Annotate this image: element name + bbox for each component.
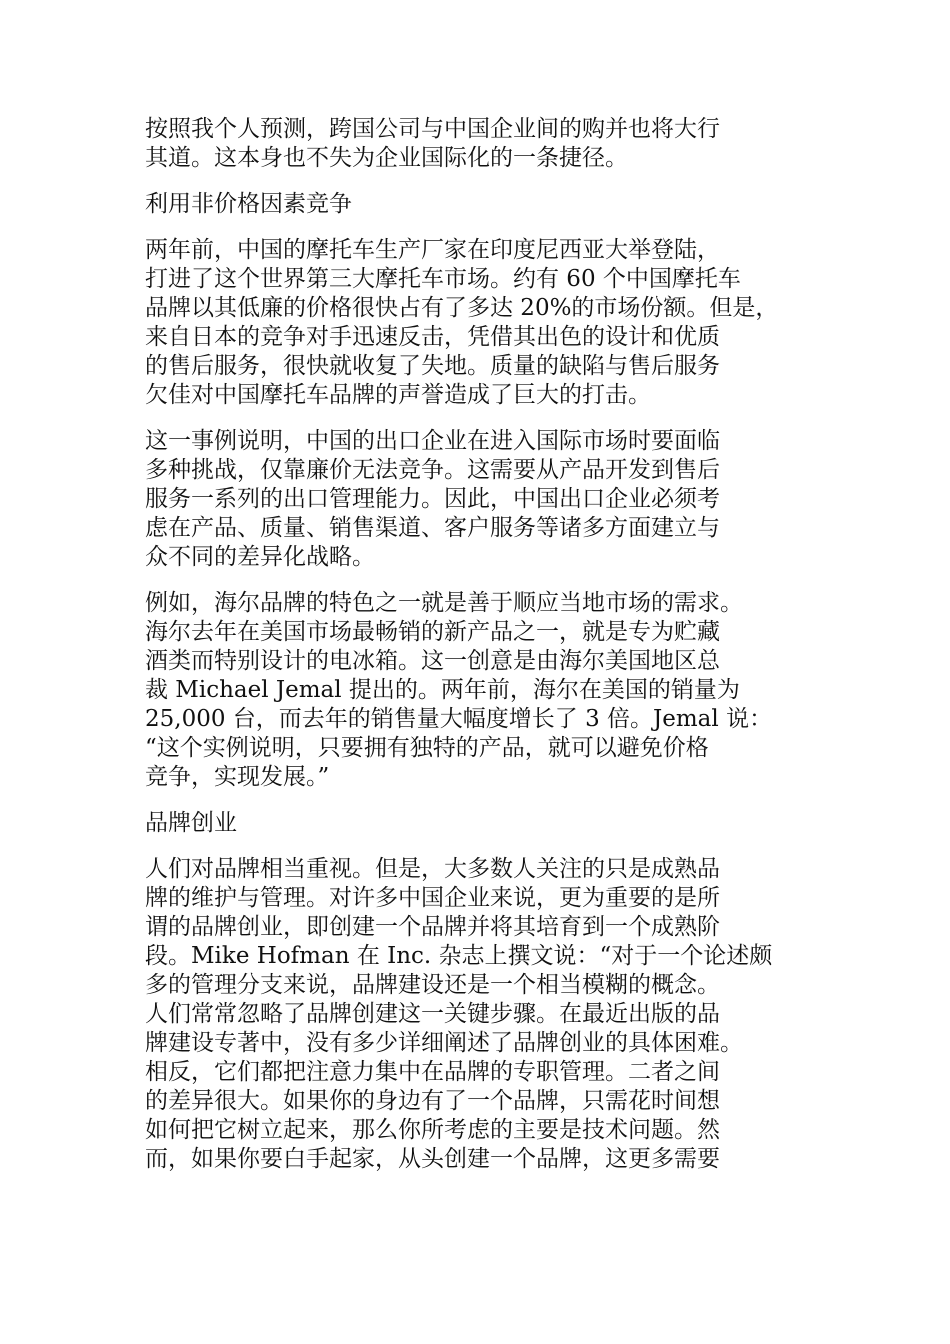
paragraph-export-challenges <box>145 427 815 572</box>
section-heading-brand-startup: 品牌创业 <box>145 810 237 836</box>
text-line: 虑在产品、质量、销售渠道、客户服务等诸多方面建立与 <box>145 515 720 541</box>
text-line: 两年前，中国的摩托车生产厂家在印度尼西亚大举登陆， <box>145 237 720 263</box>
text-line: 打进了这个世界第三大摩托车市场。约有 60 个中国摩托车 <box>145 266 741 292</box>
paragraph-motorcycle-example <box>145 236 815 410</box>
text-line: 段。Mike Hofman 在 Inc. 杂志上撰文说：“对于一个论述颇 <box>145 943 773 969</box>
text-line: 来自日本的竞争对手迅速反击，凭借其出色的设计和优质 <box>145 324 720 350</box>
text-line: 服务一系列的出口管理能力。因此，中国出口企业必须考 <box>145 486 720 512</box>
paragraph-mergers <box>145 115 815 173</box>
text-line: 如何把它树立起来，那么你所考虑的主要是技术问题。然 <box>145 1117 720 1143</box>
text-line: 相反，它们都把注意力集中在品牌的专职管理。二者之间 <box>145 1059 720 1085</box>
text-line: 25,000 台，而去年的销售量大幅度增长了 3 倍。Jemal 说： <box>145 706 773 732</box>
text-line: 竞争，实现发展。” <box>145 764 330 790</box>
paragraph-haier-example <box>145 589 815 792</box>
text-line: 按照我个人预测，跨国公司与中国企业间的购并也将大行 <box>145 116 720 142</box>
text-line: 这一事例说明，中国的出口企业在进入国际市场时要面临 <box>145 428 720 454</box>
text-line: 人们对品牌相当重视。但是，大多数人关注的只是成熟品 <box>145 856 720 882</box>
text-line: 而，如果你要白手起家，从头创建一个品牌，这更多需要 <box>145 1146 720 1172</box>
text-line: “这个实例说明，只要拥有独特的产品，就可以避免价格 <box>145 735 709 761</box>
text-line: 多的管理分支来说，品牌建设还是一个相当模糊的概念。 <box>145 972 720 998</box>
document-page <box>145 115 815 1191</box>
text-line: 多种挑战，仅靠廉价无法竞争。这需要从产品开发到售后 <box>145 457 720 483</box>
text-line: 牌建设专著中，没有多少详细阐述了品牌创业的具体困难。 <box>145 1030 743 1056</box>
text-line: 裁 Michael Jemal 提出的。两年前，海尔在美国的销量为 <box>145 677 740 703</box>
text-line: 牌的维护与管理。对许多中国企业来说，更为重要的是所 <box>145 885 720 911</box>
text-line: 的售后服务，很快就收复了失地。质量的缺陷与售后服务 <box>145 353 720 379</box>
text-line: 众不同的差异化战略。 <box>145 544 375 570</box>
text-line: 海尔去年在美国市场最畅销的新产品之一，就是专为贮藏 <box>145 619 720 645</box>
text-line: 欠佳对中国摩托车品牌的声誉造成了巨大的打击。 <box>145 382 651 408</box>
text-line: 谓的品牌创业，即创建一个品牌并将其培育到一个成熟阶 <box>145 914 720 940</box>
text-line: 酒类而特别设计的电冰箱。这一创意是由海尔美国地区总 <box>145 648 720 674</box>
text-line: 的差异很大。如果你的身边有了一个品牌，只需花时间想 <box>145 1088 720 1114</box>
text-line: 例如，海尔品牌的特色之一就是善于顺应当地市场的需求。 <box>145 590 743 616</box>
paragraph-brand-building <box>145 855 815 1174</box>
text-line: 品牌以其低廉的价格很快占有了多达 20%的市场份额。但是， <box>145 295 779 321</box>
text-line: 人们常常忽略了品牌创建这一关键步骤。在最近出版的品 <box>145 1001 720 1027</box>
text-line: 其道。这本身也不失为企业国际化的一条捷径。 <box>145 145 628 171</box>
section-heading-non-price-competition: 利用非价格因素竞争 <box>145 191 352 217</box>
